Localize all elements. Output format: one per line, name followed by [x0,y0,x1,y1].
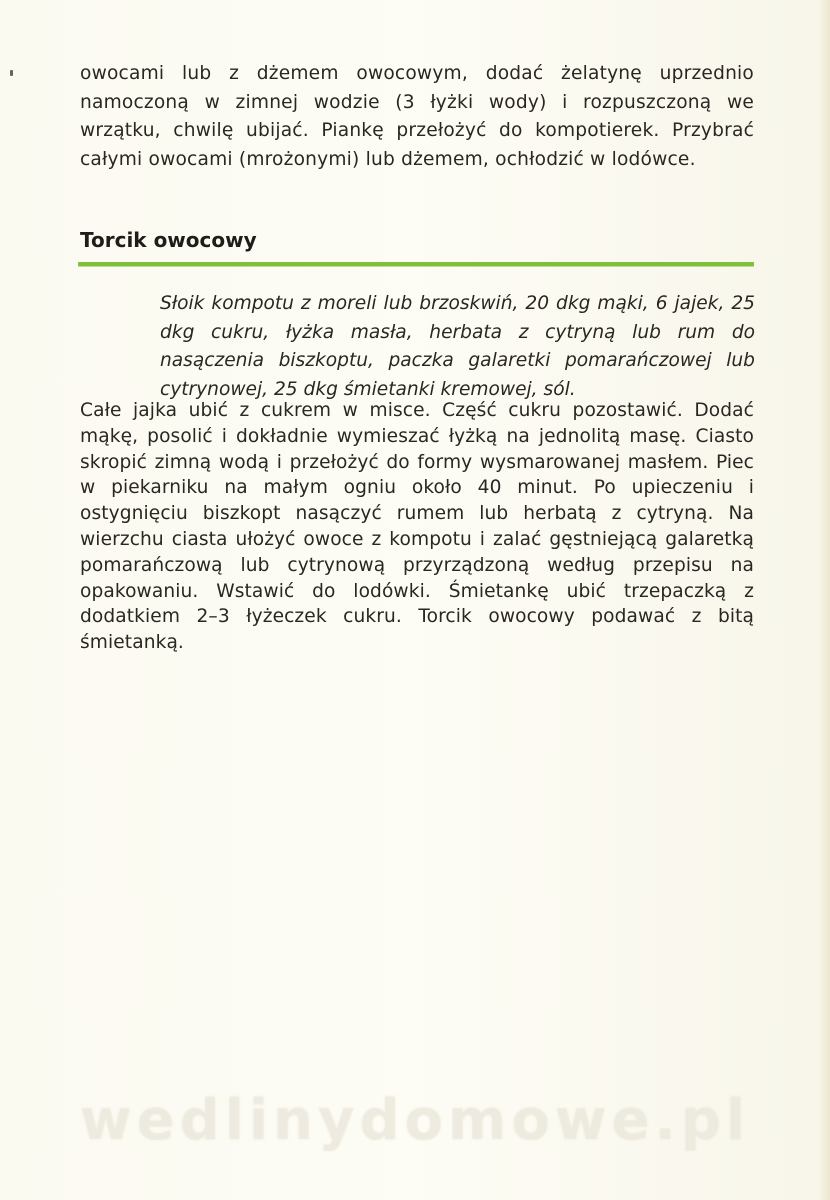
preparation-instructions: Całe jajka ubić z cukrem w misce. Część cukru pozostawić. Dodać mąkę, posolić i dokładnie wymieszać łyżką na jednolitą masę. Ciasto skropić zimną wodą i przełożyć do formy wysmarowanej masłem. Piec w piekarniku na małym ogniu około 40 minut. Po upieczeniu i ostygnięciu biszkopt nasączyć rumem lub herbatą z cytryną. Na wierzchu ciasta ułożyć owoce z kompotu i zalać gęstniejącą galaretką pomarańczową lub cytrynową przyrządzoną według przepisu na opakowaniu. Wstawić do lodówki. Śmietankę ubić trzepaczką z dodatkiem 2–3 łyżeczek cukru. Torcik owocowy podawać z bitą śmietanką. [80,400,754,654]
title-underline [78,262,754,266]
margin-speck [10,70,13,76]
recipe-title: Torcik owocowy [80,228,257,252]
watermark: wedlinydomowe.pl [79,1088,751,1153]
previous-recipe-continuation: owocami lub z dżemem owocowym, dodać żelatynę uprzednio namoczoną w zimnej wodzie (3 łyżki wody) i rozpuszczoną we wrzątku, chwilę ubijać. Piankę przełożyć do kompotierek. Przybrać całymi owocami (mrożonymi) lub dżemem, ochłodzić w lodówce. [80,63,754,170]
ingredients-list: Słoik kompotu z moreli lub brzoskwiń, 20 dkg mąki, 6 jajek, 25 dkg cukru, łyżka masła, herbata z cytryną lub rum do nasączenia biszkoptu, paczka galaretki pomarańczowej lub cytrynowej, 25 dkg śmietanki kremowej, sól. [160,293,755,400]
page-edge-shadow [818,0,830,1200]
